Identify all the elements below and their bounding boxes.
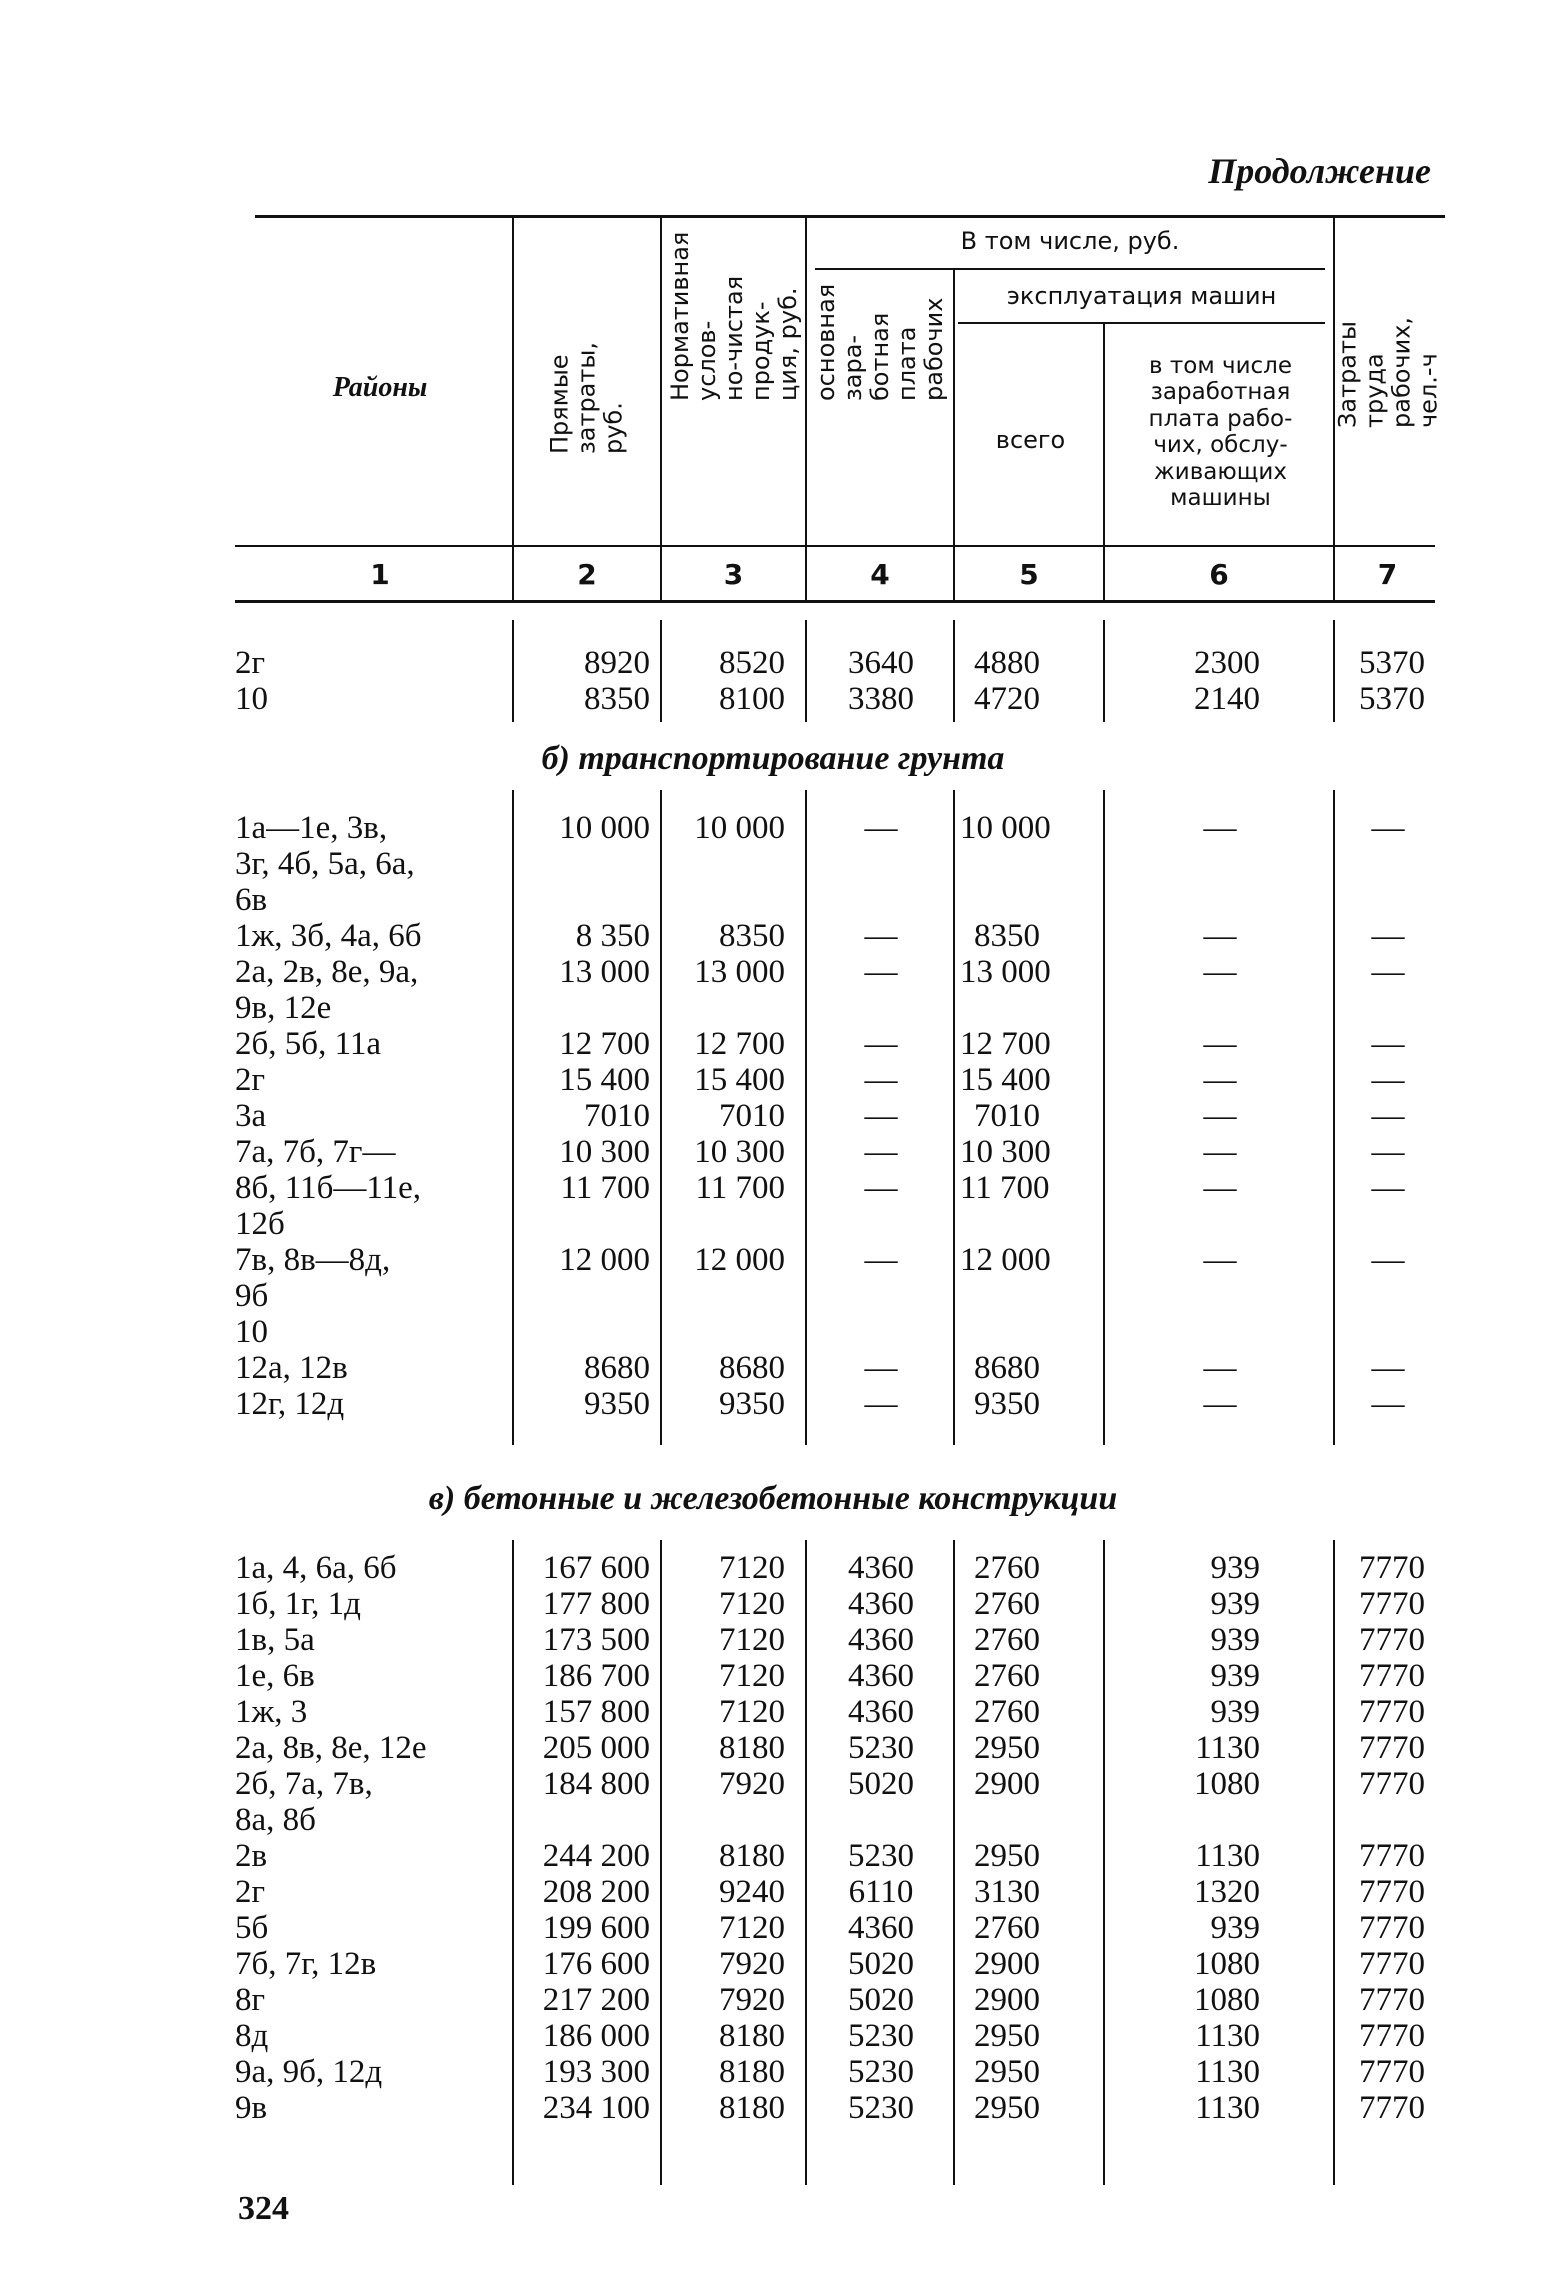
row-cell-c3: 7120 — [719, 1622, 785, 1658]
machines-rule — [958, 322, 1325, 324]
section-b-title: б) транспортирование грунта — [541, 740, 1005, 777]
row-cell-c7: — — [1371, 1098, 1405, 1134]
row-cell-c2: 173 500 — [542, 1622, 650, 1658]
row-cell-c4: 5020 — [848, 1946, 914, 1982]
row-cell-c3: 15 400 — [694, 1062, 785, 1098]
row-cell-c2: 234 100 — [542, 2090, 650, 2126]
header-bottom-rule — [235, 545, 1435, 547]
row-region: 2а, 2в, 8е, 9а, 9в, 12е — [235, 954, 419, 1026]
body-vline — [953, 790, 955, 1445]
section-c-title: в) бетонные и железобетонные конструкции — [428, 1480, 1118, 1517]
row-cell-c3: 7920 — [719, 1766, 785, 1802]
row-cell-c6: — — [1203, 1026, 1237, 1062]
body-vline — [953, 1540, 955, 2185]
row-region: 2а, 8в, 8е, 12е — [235, 1730, 427, 1766]
row-region: 9а, 9б, 12д — [235, 2054, 383, 2090]
row-cell-c2: 8680 — [584, 1350, 650, 1386]
row-cell-c4: 6110 — [848, 1874, 914, 1910]
row-cell-c5: 13 000 — [960, 954, 1051, 990]
row-cell-c7: 7770 — [1359, 1622, 1425, 1658]
row-cell-c5: 4880 — [974, 645, 1040, 681]
row-cell-c5: 8350 — [974, 918, 1040, 954]
row-cell-c6: — — [1203, 1062, 1237, 1098]
row-cell-c4: — — [864, 1134, 898, 1170]
row-region: 7б, 7г, 12в — [235, 1946, 377, 1982]
row-region: 2б, 7а, 7в, 8а, 8б — [235, 1766, 373, 1838]
row-cell-c7: 7770 — [1359, 1586, 1425, 1622]
row-cell-c5: 2760 — [974, 1658, 1040, 1694]
row-cell-c3: 8100 — [719, 681, 785, 717]
row-cell-c4: — — [864, 918, 898, 954]
row-cell-c2: 10 300 — [559, 1134, 650, 1170]
row-cell-c3: 9350 — [719, 1386, 785, 1422]
row-cell-c2: 177 800 — [542, 1586, 650, 1622]
row-cell-c4: 5230 — [848, 2054, 914, 2090]
row-cell-c2: 186 700 — [542, 1658, 650, 1694]
row-cell-c7: — — [1371, 918, 1405, 954]
row-cell-c7: 7770 — [1359, 2054, 1425, 2090]
row-cell-c3: 7120 — [719, 1550, 785, 1586]
row-cell-c4: — — [864, 1170, 898, 1206]
row-region: 1в, 5а — [235, 1622, 315, 1658]
row-region: 2г — [235, 1874, 266, 1910]
row-cell-c4: — — [864, 1242, 898, 1278]
row-cell-c4: 4360 — [848, 1550, 914, 1586]
including-rule — [815, 268, 1325, 270]
column-number: 1 — [370, 558, 390, 591]
row-cell-c3: 10 000 — [694, 810, 785, 846]
header-normative-net: Нормативная услов- но-чистая продук- ция, руб. — [665, 231, 801, 401]
row-cell-c6: — — [1203, 1350, 1237, 1386]
row-region: 1а, 4, 6а, 6б — [235, 1550, 397, 1586]
header-vline — [953, 268, 955, 601]
row-cell-c6: 939 — [1210, 1658, 1260, 1694]
row-cell-c5: 4720 — [974, 681, 1040, 717]
row-cell-c7: 7770 — [1359, 1766, 1425, 1802]
row-cell-c2: 15 400 — [559, 1062, 650, 1098]
column-number: 4 — [870, 558, 890, 591]
row-cell-c7: 7770 — [1359, 1694, 1425, 1730]
row-cell-c4: — — [864, 954, 898, 990]
header-base-wage: основная зара- ботная плата рабочих — [811, 283, 948, 401]
row-cell-c5: 2900 — [974, 1982, 1040, 2018]
row-cell-c6: 2300 — [1194, 645, 1260, 681]
row-region: 1ж, 3 — [235, 1694, 308, 1730]
row-cell-c7: — — [1371, 1386, 1405, 1422]
row-cell-c4: 4360 — [848, 1694, 914, 1730]
row-cell-c5: 8680 — [974, 1350, 1040, 1386]
row-cell-c7: 7770 — [1359, 1874, 1425, 1910]
row-cell-c4: — — [864, 810, 898, 846]
row-cell-c2: 8350 — [584, 681, 650, 717]
body-vline — [953, 620, 955, 722]
row-cell-c5: 10 300 — [960, 1134, 1051, 1170]
row-cell-c2: 10 000 — [559, 810, 650, 846]
row-cell-c4: 3380 — [848, 681, 914, 717]
column-number: 6 — [1209, 558, 1229, 591]
body-vline — [1103, 620, 1105, 722]
row-cell-c4: 4360 — [848, 1658, 914, 1694]
row-cell-c4: 4360 — [848, 1586, 914, 1622]
row-cell-c6: 1130 — [1195, 2090, 1260, 2126]
row-cell-c3: 7920 — [719, 1946, 785, 1982]
row-cell-c5: 2950 — [974, 1730, 1040, 1766]
row-cell-c6: 1130 — [1195, 2018, 1260, 2054]
row-cell-c4: 5230 — [848, 2090, 914, 2126]
row-region: 7в, 8в—8д, 9б 10 — [235, 1242, 391, 1350]
row-cell-c2: 12 700 — [559, 1026, 650, 1062]
row-cell-c6: 1080 — [1194, 1982, 1260, 2018]
row-cell-c5: 2950 — [974, 1838, 1040, 1874]
row-cell-c3: 8180 — [719, 2090, 785, 2126]
row-cell-c2: 186 000 — [542, 2018, 650, 2054]
row-cell-c2: 176 600 — [542, 1946, 650, 1982]
row-cell-c6: — — [1203, 1386, 1237, 1422]
row-cell-c7: — — [1371, 1350, 1405, 1386]
row-cell-c5: 12 700 — [960, 1026, 1051, 1062]
row-cell-c4: 4360 — [848, 1622, 914, 1658]
row-cell-c6: — — [1203, 954, 1237, 990]
column-number: 3 — [723, 558, 744, 591]
row-cell-c3: 8180 — [719, 1838, 785, 1874]
row-cell-c6: 1130 — [1195, 2054, 1260, 2090]
row-cell-c5: 9350 — [974, 1386, 1040, 1422]
row-cell-c4: — — [864, 1026, 898, 1062]
header-regions: Районы — [332, 372, 428, 403]
row-cell-c4: 5230 — [848, 1730, 914, 1766]
colnum-bottom-rule — [235, 600, 1435, 603]
row-cell-c5: 10 000 — [960, 810, 1051, 846]
row-cell-c6: 1080 — [1194, 1946, 1260, 1982]
row-cell-c2: 8920 — [584, 645, 650, 681]
row-cell-c4: — — [864, 1386, 898, 1422]
column-number: 2 — [577, 558, 597, 591]
row-cell-c6: — — [1203, 1098, 1237, 1134]
row-cell-c2: 184 800 — [542, 1766, 650, 1802]
row-region: 8г — [235, 1982, 266, 2018]
row-cell-c3: 11 700 — [695, 1170, 785, 1206]
row-cell-c7: 7770 — [1359, 1838, 1425, 1874]
column-number: 7 — [1377, 558, 1398, 591]
row-cell-c6: 939 — [1210, 1550, 1260, 1586]
row-region: 8б, 11б—11е, 12б — [235, 1170, 422, 1242]
row-cell-c2: 205 000 — [542, 1730, 650, 1766]
row-cell-c6: 939 — [1210, 1622, 1260, 1658]
row-cell-c7: 7770 — [1359, 2090, 1425, 2126]
row-region: 12г, 12д — [235, 1386, 345, 1422]
row-region: 1е, 6в — [235, 1658, 315, 1694]
row-cell-c6: — — [1203, 810, 1237, 846]
row-cell-c7: — — [1371, 810, 1405, 846]
row-region: 9в — [235, 2090, 268, 2126]
row-cell-c3: 8680 — [719, 1350, 785, 1386]
row-cell-c6: — — [1203, 918, 1237, 954]
row-region: 10 — [235, 681, 268, 717]
row-cell-c3: 12 000 — [694, 1242, 785, 1278]
header-top-rule — [255, 215, 1445, 218]
row-cell-c7: — — [1371, 1242, 1405, 1278]
row-cell-c5: 2760 — [974, 1586, 1040, 1622]
row-cell-c7: — — [1371, 954, 1405, 990]
row-cell-c7: 7770 — [1359, 1910, 1425, 1946]
row-cell-c2: 208 200 — [542, 1874, 650, 1910]
row-region: 2б, 5б, 11а — [235, 1026, 382, 1062]
row-cell-c3: 7920 — [719, 1982, 785, 2018]
row-cell-c2: 7010 — [584, 1098, 650, 1134]
row-cell-c5: 11 700 — [960, 1170, 1050, 1206]
row-region: 1а—1е, 3в, 3г, 4б, 5а, 6а, 6в — [235, 810, 415, 918]
row-cell-c2: 13 000 — [559, 954, 650, 990]
row-cell-c4: 3640 — [848, 645, 914, 681]
row-cell-c5: 2950 — [974, 2090, 1040, 2126]
row-region: 1б, 1г, 1д — [235, 1586, 361, 1622]
header-including: В том числе, руб. — [960, 227, 1180, 255]
row-cell-c3: 10 300 — [694, 1134, 785, 1170]
row-cell-c3: 8180 — [719, 1730, 785, 1766]
row-region: 12а, 12в — [235, 1350, 348, 1386]
row-cell-c2: 217 200 — [542, 1982, 650, 2018]
row-cell-c7: — — [1371, 1170, 1405, 1206]
row-cell-c5: 2760 — [974, 1550, 1040, 1586]
row-cell-c3: 8350 — [719, 918, 785, 954]
row-cell-c5: 2900 — [974, 1766, 1040, 1802]
row-cell-c2: 167 600 — [542, 1550, 650, 1586]
row-cell-c2: 199 600 — [542, 1910, 650, 1946]
row-cell-c7: — — [1371, 1062, 1405, 1098]
column-number: 5 — [1019, 558, 1039, 591]
row-cell-c2: 9350 — [584, 1386, 650, 1422]
row-region: 8д — [235, 2018, 269, 2054]
row-cell-c6: 939 — [1210, 1586, 1260, 1622]
row-cell-c5: 2950 — [974, 2018, 1040, 2054]
row-cell-c6: — — [1203, 1170, 1237, 1206]
row-cell-c7: 7770 — [1359, 1730, 1425, 1766]
row-cell-c6: 1080 — [1194, 1766, 1260, 1802]
header-total: всего — [995, 426, 1066, 454]
header-machines: эксплуатация машин — [1006, 282, 1277, 310]
row-region: 5б — [235, 1910, 269, 1946]
row-cell-c3: 7120 — [719, 1910, 785, 1946]
row-cell-c2: 193 300 — [542, 2054, 650, 2090]
row-cell-c3: 7120 — [719, 1694, 785, 1730]
row-cell-c5: 2760 — [974, 1622, 1040, 1658]
row-cell-c6: — — [1203, 1134, 1237, 1170]
row-cell-c5: 2760 — [974, 1694, 1040, 1730]
body-vline — [1103, 790, 1105, 1445]
page-number: 324 — [238, 2190, 289, 2227]
row-cell-c4: 5020 — [848, 1982, 914, 2018]
row-cell-c4: 4360 — [848, 1910, 914, 1946]
row-cell-c2: 244 200 — [542, 1838, 650, 1874]
row-cell-c7: 5370 — [1359, 645, 1425, 681]
row-cell-c4: — — [864, 1062, 898, 1098]
row-cell-c7: — — [1371, 1134, 1405, 1170]
row-region: 3а — [235, 1098, 267, 1134]
header-machine-wage: в том числе заработная плата рабо- чих, обслу- живающих машины — [1148, 353, 1293, 512]
row-region: 7а, 7б, 7г— — [235, 1134, 396, 1170]
header-direct-costs: Прямые затраты, руб. — [545, 342, 628, 455]
row-cell-c3: 8180 — [719, 2018, 785, 2054]
continuation-label: Продолжение — [1208, 151, 1431, 191]
row-cell-c5: 3130 — [974, 1874, 1040, 1910]
row-cell-c3: 8180 — [719, 2054, 785, 2090]
row-cell-c3: 7010 — [719, 1098, 785, 1134]
row-region: 2г — [235, 645, 266, 681]
row-cell-c7: 7770 — [1359, 1982, 1425, 2018]
row-cell-c4: 5020 — [848, 1766, 914, 1802]
row-cell-c5: 12 000 — [960, 1242, 1051, 1278]
row-cell-c6: 939 — [1210, 1910, 1260, 1946]
row-cell-c6: — — [1203, 1242, 1237, 1278]
body-vline — [1103, 1540, 1105, 2185]
row-cell-c2: 11 700 — [560, 1170, 650, 1206]
row-cell-c3: 7120 — [719, 1658, 785, 1694]
row-cell-c7: — — [1371, 1026, 1405, 1062]
row-region: 2в — [235, 1838, 268, 1874]
row-cell-c6: 1130 — [1195, 1838, 1260, 1874]
row-cell-c5: 15 400 — [960, 1062, 1051, 1098]
row-cell-c3: 8520 — [719, 645, 785, 681]
body-vline — [1333, 790, 1335, 1445]
row-cell-c2: 157 800 — [542, 1694, 650, 1730]
row-cell-c7: 7770 — [1359, 1550, 1425, 1586]
row-cell-c6: 939 — [1210, 1694, 1260, 1730]
body-vline — [805, 1540, 807, 2185]
row-cell-c5: 2900 — [974, 1946, 1040, 1982]
row-cell-c3: 7120 — [719, 1586, 785, 1622]
row-cell-c4: — — [864, 1350, 898, 1386]
row-cell-c6: 1320 — [1194, 1874, 1260, 1910]
header-labor: Затраты труда рабочих, чел.-ч — [1332, 316, 1442, 428]
row-cell-c3: 12 700 — [694, 1026, 785, 1062]
row-cell-c4: 5230 — [848, 2018, 914, 2054]
row-cell-c2: 8 350 — [575, 918, 650, 954]
row-region: 2г — [235, 1062, 266, 1098]
row-cell-c5: 2760 — [974, 1910, 1040, 1946]
row-cell-c6: 2140 — [1194, 681, 1260, 717]
row-cell-c6: 1130 — [1195, 1730, 1260, 1766]
row-cell-c4: — — [864, 1098, 898, 1134]
row-cell-c3: 9240 — [719, 1874, 785, 1910]
row-cell-c3: 13 000 — [694, 954, 785, 990]
row-cell-c2: 12 000 — [559, 1242, 650, 1278]
row-cell-c5: 2950 — [974, 2054, 1040, 2090]
body-vline — [805, 620, 807, 722]
body-vline — [805, 790, 807, 1445]
row-cell-c7: 7770 — [1359, 1946, 1425, 1982]
row-region: 1ж, 3б, 4а, 6б — [235, 918, 422, 954]
row-cell-c5: 7010 — [974, 1098, 1040, 1134]
row-cell-c7: 7770 — [1359, 1658, 1425, 1694]
row-cell-c7: 5370 — [1359, 681, 1425, 717]
row-cell-c7: 7770 — [1359, 2018, 1425, 2054]
row-cell-c4: 5230 — [848, 1838, 914, 1874]
